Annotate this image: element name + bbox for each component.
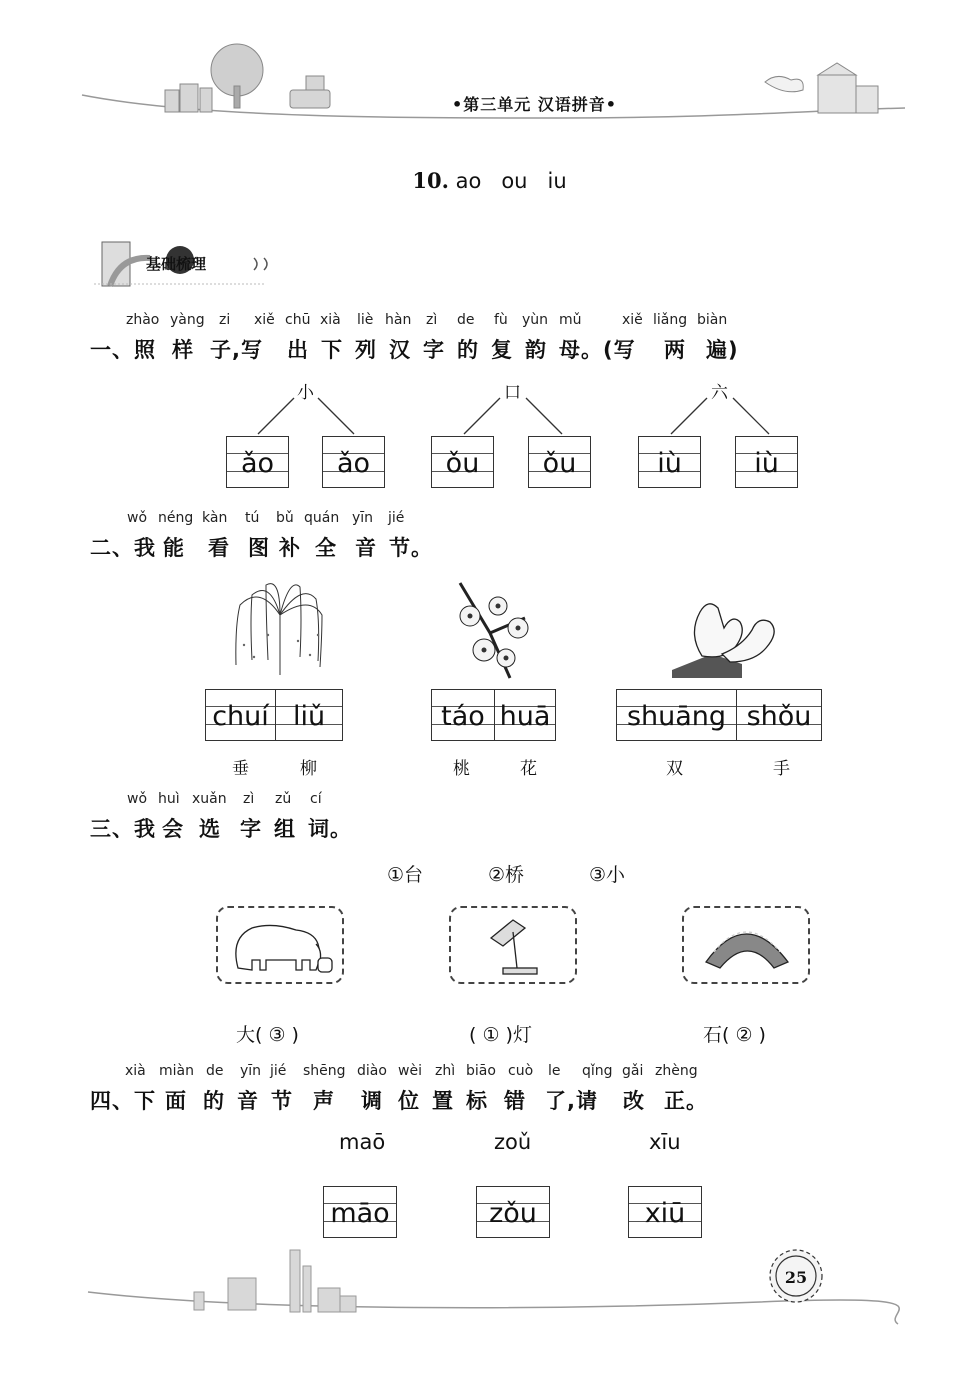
two-hands-image: [672, 590, 782, 678]
footer-decoration: [0, 1240, 979, 1340]
elephant-and-cat-image: [218, 908, 342, 982]
elephant-picture-frame: [216, 906, 344, 984]
heading-word: 两: [664, 338, 686, 362]
pinyin: néng: [158, 510, 194, 526]
heading-word: 子,写: [210, 338, 263, 362]
pinyin: zhì: [435, 1063, 456, 1079]
heading-word: 的: [203, 1089, 225, 1113]
syllable: liǔ: [292, 700, 326, 732]
pinyin: wǒ: [127, 791, 148, 807]
heading-word: 二、我: [90, 536, 156, 560]
pinyin: miàn: [159, 1063, 194, 1079]
pinyin: zi: [219, 312, 231, 328]
heading-word: 出: [287, 338, 309, 362]
q1-answer: ǎo: [336, 447, 371, 479]
pinyin: quán: [304, 510, 340, 526]
q2-char: 桃: [453, 759, 470, 779]
q2-syllable-box[interactable]: [205, 689, 343, 741]
q4-wrong-syllable: maō: [339, 1130, 386, 1154]
heading-word: 看: [208, 536, 230, 560]
heading-word: 正。: [664, 1089, 708, 1113]
q3-answer: ( ① )灯: [469, 1024, 532, 1046]
q3-pinyin-row: [0, 791, 979, 811]
q2-char: 柳: [300, 759, 317, 779]
pinyin: zì: [243, 791, 255, 807]
q3-heading: [0, 813, 979, 841]
pinyin: xiě: [622, 312, 643, 328]
pinyin: chū: [285, 312, 311, 328]
heading-word: 词。: [308, 817, 352, 841]
heading-word: 母。(写: [559, 338, 636, 362]
pinyin: xuǎn: [192, 791, 227, 807]
willow-tree-image: [230, 575, 330, 680]
pinyin: xià: [320, 312, 341, 328]
pinyin: yīn: [352, 510, 374, 526]
pinyin: bǔ: [276, 510, 294, 526]
q2-syllable-box[interactable]: [616, 689, 822, 741]
pinyin: yīn: [240, 1063, 262, 1079]
pinyin: biāo: [466, 1063, 496, 1079]
syllable: shǒu: [746, 700, 812, 732]
pinyin: wèi: [398, 1063, 422, 1079]
heading-word: 补: [279, 536, 301, 560]
q4-corrected: xiū: [644, 1197, 686, 1229]
section-badge-label: 基础梳理: [146, 255, 207, 273]
pinyin: liǎng: [653, 312, 688, 328]
q2-pinyin-row: [0, 510, 979, 530]
heading-word: 会: [162, 817, 184, 841]
q3-answer: 石( ② ): [703, 1024, 766, 1046]
heading-word: 汉: [389, 338, 411, 362]
pinyin: jié: [388, 510, 405, 526]
heading-word: 改: [623, 1089, 645, 1113]
q1-char: 口: [504, 383, 521, 403]
q1-heading: [0, 334, 979, 362]
pinyin: zì: [426, 312, 438, 328]
q2-char: 垂: [232, 759, 249, 779]
heading-word: 节: [271, 1089, 293, 1113]
pinyin: cí: [310, 791, 322, 807]
heading-word: 音: [237, 1089, 259, 1113]
q4-answer-box[interactable]: [323, 1186, 397, 1238]
unit-header: •第三单元 汉语拼音•: [452, 95, 618, 114]
pinyin: wǒ: [127, 510, 148, 526]
heading-word: 节。: [389, 536, 433, 560]
q1-answer-box[interactable]: [638, 436, 701, 488]
syllable: táo: [441, 700, 485, 732]
pinyin: gǎi: [622, 1063, 644, 1079]
q4-wrong-syllable: zoǔ: [494, 1130, 532, 1154]
pinyin: fù: [494, 312, 508, 328]
pinyin: le: [548, 1063, 561, 1079]
q1-answer-box[interactable]: [528, 436, 591, 488]
desk-lamp-image: [451, 908, 575, 982]
syllable: huā: [499, 700, 551, 732]
q1-answer: ǎo: [240, 447, 275, 479]
heading-word: 了,请: [545, 1089, 598, 1113]
heading-word: 音: [355, 536, 377, 560]
q2-char: 手: [773, 759, 790, 779]
q2-char: 花: [520, 759, 537, 779]
heading-word: 字: [423, 338, 445, 362]
pinyin: cuò: [508, 1063, 534, 1079]
pinyin: zhèng: [655, 1063, 698, 1079]
q3-option: ①台: [387, 864, 424, 886]
bridge-picture-frame: [682, 906, 810, 984]
q1-answer-box[interactable]: [431, 436, 494, 488]
pinyin: xiě: [254, 312, 275, 328]
q1-answer: ǒu: [445, 447, 480, 479]
pinyin: liè: [357, 312, 374, 328]
heading-word: 位: [398, 1089, 420, 1113]
lesson-title: [0, 168, 979, 193]
page-number: 25: [784, 1268, 808, 1287]
q1-answer-box[interactable]: [226, 436, 289, 488]
heading-word: 韵: [525, 338, 547, 362]
heading-word: 样: [172, 338, 194, 362]
syllable: chuí: [212, 700, 269, 732]
pinyin: de: [457, 312, 475, 328]
q4-corrected: māo: [330, 1197, 390, 1229]
heading-word: 复: [491, 338, 513, 362]
stone-bridge-image: [684, 908, 808, 982]
q4-corrected: zǒu: [489, 1197, 537, 1229]
heading-word: 列: [355, 338, 377, 362]
heading-word: 选: [199, 817, 221, 841]
pinyin: jié: [270, 1063, 287, 1079]
heading-word: 能: [163, 536, 185, 560]
q4-pinyin-row: [0, 1063, 979, 1083]
heading-word: 图: [248, 536, 270, 560]
pinyin: hàn: [385, 312, 412, 328]
q3-option: ②桥: [488, 864, 525, 886]
q1-pinyin-row: [0, 312, 979, 332]
pinyin: diào: [357, 1063, 387, 1079]
heading-word: 置: [432, 1089, 454, 1113]
heading-word: 的: [457, 338, 479, 362]
q1-branch-lines: [0, 370, 979, 440]
heading-word: 组: [274, 817, 296, 841]
q2-syllable-box[interactable]: [431, 689, 556, 741]
heading-word: 面: [165, 1089, 187, 1113]
pinyin: mǔ: [559, 312, 582, 328]
heading-word: 一、照: [90, 338, 156, 362]
q1-char: 六: [711, 383, 728, 403]
q3-answer: 大( ③ ): [236, 1024, 299, 1046]
lesson-number: 10.: [412, 168, 449, 193]
pinyin: xià: [125, 1063, 146, 1079]
pinyin: de: [206, 1063, 224, 1079]
q1-answer-box[interactable]: [735, 436, 798, 488]
q4-heading: [0, 1085, 979, 1113]
q4-answer-box[interactable]: [476, 1186, 550, 1238]
q2-heading: [0, 532, 979, 560]
q1-answer: ǒu: [542, 447, 577, 479]
q2-char: 双: [666, 759, 683, 779]
heading-word: 标: [466, 1089, 488, 1113]
q3-option: ③小: [589, 864, 626, 886]
q1-answer: iù: [657, 447, 682, 479]
pinyin: qǐng: [582, 1063, 613, 1079]
heading-word: 字: [240, 817, 262, 841]
syllable: shuāng: [626, 700, 727, 732]
lesson-finals: ao ou iu: [455, 169, 567, 193]
pinyin: yùn: [522, 312, 549, 328]
pinyin: huì: [158, 791, 180, 807]
heading-word: 遍): [706, 338, 739, 362]
heading-word: 全: [315, 536, 337, 560]
heading-word: 下: [321, 338, 343, 362]
pinyin: zhào: [126, 312, 160, 328]
pinyin: yàng: [170, 312, 205, 328]
pinyin: zǔ: [275, 791, 292, 807]
heading-word: 错: [504, 1089, 526, 1113]
heading-word: 三、我: [90, 817, 156, 841]
q4-wrong-syllable: xīu: [649, 1130, 681, 1154]
heading-word: 四、下: [90, 1089, 156, 1113]
heading-word: 调: [361, 1089, 383, 1113]
pinyin: kàn: [202, 510, 228, 526]
q1-answer: iù: [754, 447, 779, 479]
peach-blossom-image: [440, 578, 540, 683]
heading-word: 声: [313, 1089, 335, 1113]
lamp-picture-frame: [449, 906, 577, 984]
pinyin: biàn: [697, 312, 728, 328]
pinyin: tú: [245, 510, 260, 526]
q1-char: 小: [297, 383, 314, 403]
pinyin: shēng: [303, 1063, 346, 1079]
q1-answer-box[interactable]: [322, 436, 385, 488]
q4-answer-box[interactable]: [628, 1186, 702, 1238]
